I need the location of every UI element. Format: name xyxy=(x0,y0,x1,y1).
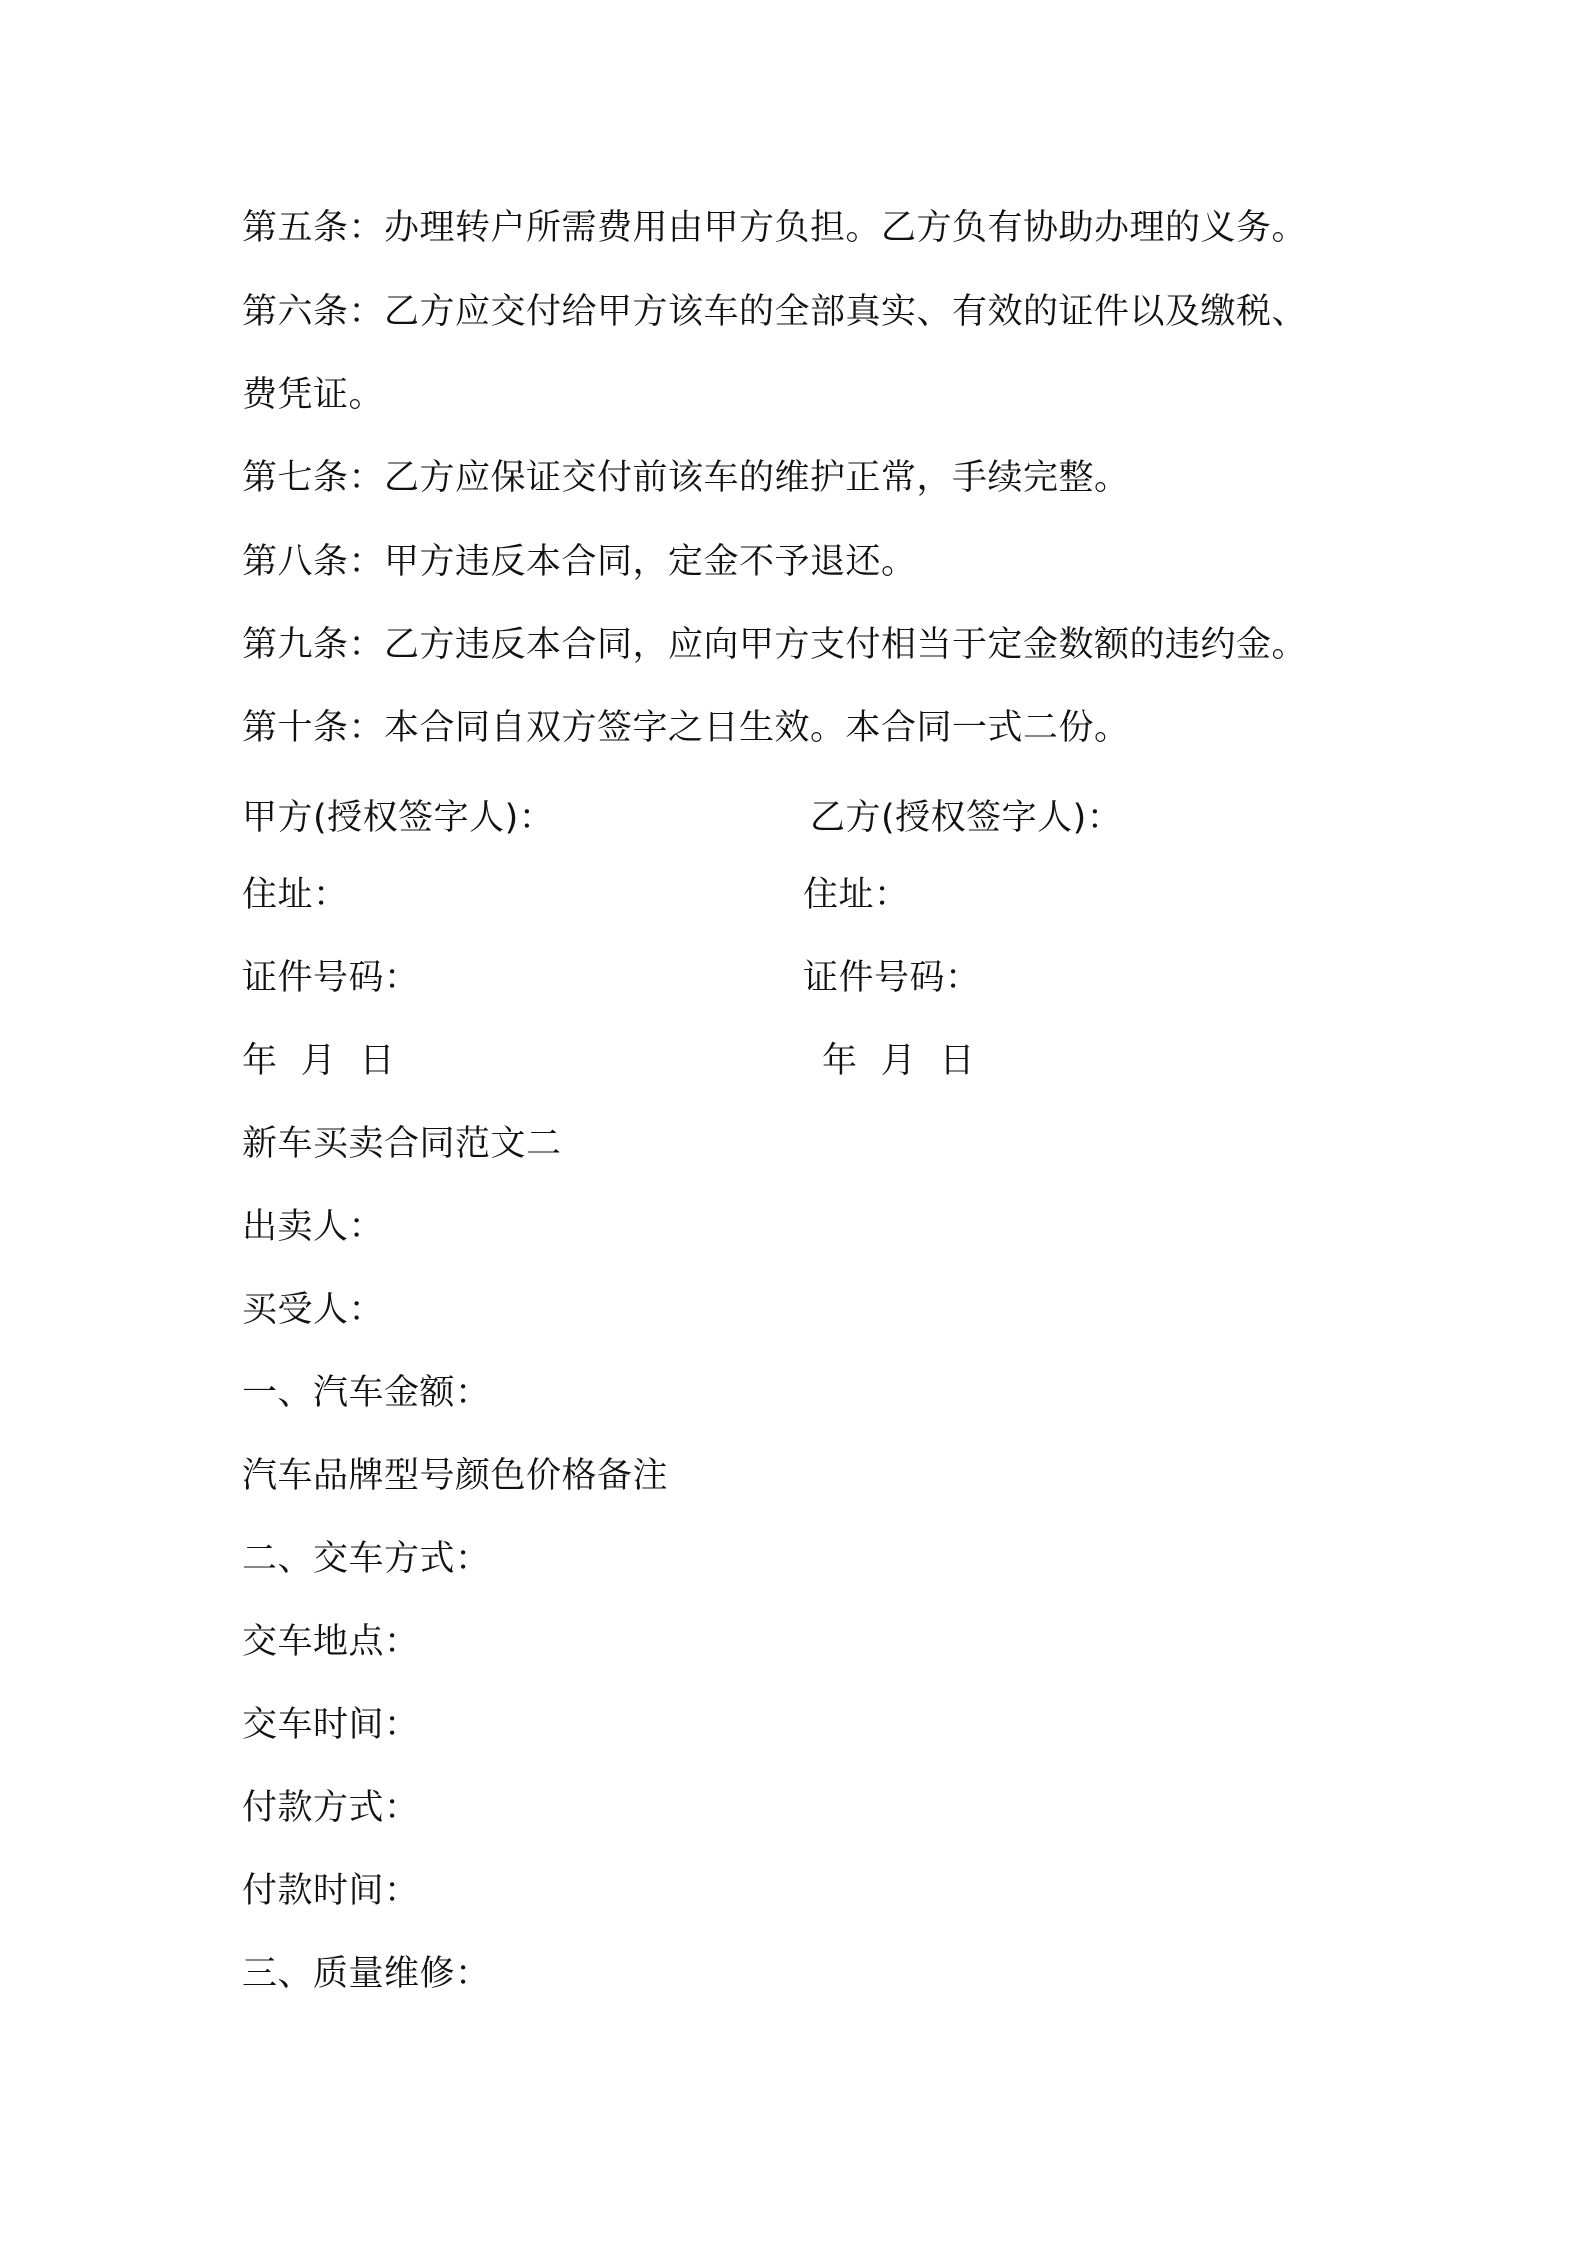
payment-method-label: 付款方式： xyxy=(242,1788,420,1828)
party-b-date-label: 年 月 日 xyxy=(822,1041,976,1081)
seller-label: 出卖人： xyxy=(242,1207,385,1247)
delivery-time-label: 交车时间： xyxy=(242,1705,420,1745)
party-a-address-label: 住址： xyxy=(242,875,349,915)
article-8: 第八条：甲方违反本合同，定金不予退还。 xyxy=(242,542,917,582)
payment-time-label: 付款时间： xyxy=(242,1871,420,1911)
article-10: 第十条：本合同自双方签字之日生效。本合同一式二份。 xyxy=(242,708,1130,748)
party-b-id-label: 证件号码： xyxy=(803,958,981,998)
quality-heading: 三、质量维修： xyxy=(242,1954,491,1994)
article-6-continued: 费凭证。 xyxy=(242,375,385,415)
car-table-header: 汽车品牌型号颜色价格备注 xyxy=(242,1456,669,1496)
article-7: 第七条：乙方应保证交付前该车的维护正常，手续完整。 xyxy=(242,458,1130,498)
party-a-id-label: 证件号码： xyxy=(242,958,420,998)
buyer-label: 买受人： xyxy=(242,1290,385,1330)
delivery-place-label: 交车地点： xyxy=(242,1622,420,1662)
party-a-date-label: 年 月 日 xyxy=(242,1041,396,1081)
party-a-signer-label: 甲方(授权签字人)： xyxy=(242,798,555,838)
article-9: 第九条：乙方违反本合同，应向甲方支付相当于定金数额的违约金。 xyxy=(242,625,1308,665)
article-5: 第五条：办理转户所需费用由甲方负担。乙方负有协助办理的义务。 xyxy=(242,208,1308,248)
section-two-title: 新车买卖合同范文二 xyxy=(242,1124,562,1164)
article-6: 第六条：乙方应交付给甲方该车的全部真实、有效的证件以及缴税、 xyxy=(242,292,1308,332)
delivery-heading: 二、交车方式： xyxy=(242,1539,491,1579)
party-b-signer-label: 乙方(授权签字人)： xyxy=(810,798,1123,838)
car-amount-heading: 一、汽车金额： xyxy=(242,1373,491,1413)
party-b-address-label: 住址： xyxy=(803,875,910,915)
